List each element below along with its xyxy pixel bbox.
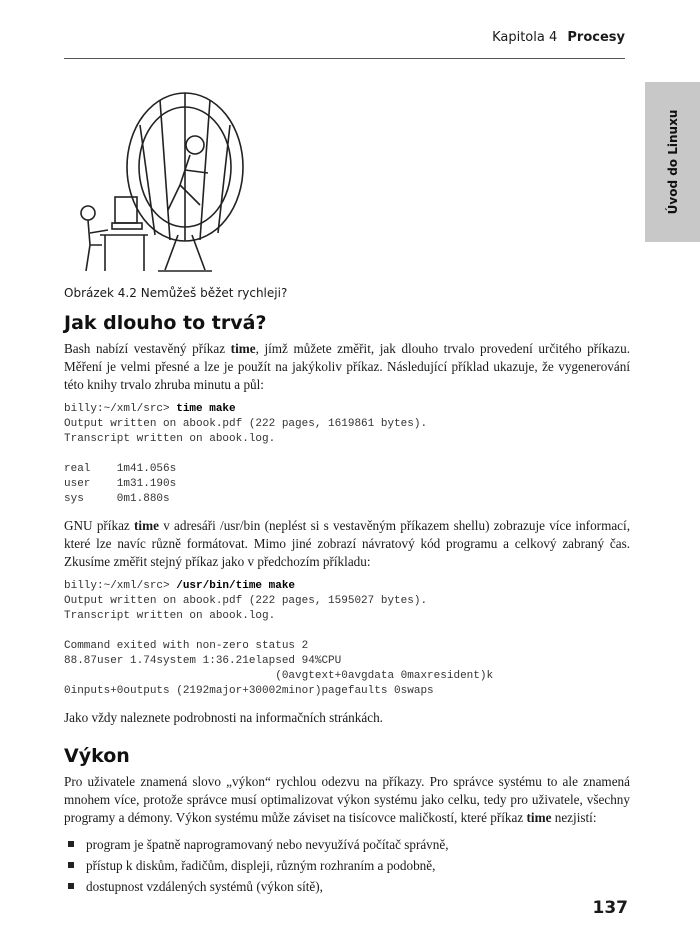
inline-command: time bbox=[230, 341, 256, 356]
page-content bbox=[64, 312, 630, 898]
code-command: time make bbox=[176, 403, 236, 415]
list-item: program je špatně naprogramovaný nebo nevyužívá počítač správně, bbox=[86, 835, 630, 854]
side-tab bbox=[645, 82, 700, 242]
header-rule bbox=[64, 58, 625, 59]
bullet-list bbox=[64, 835, 630, 896]
paragraph-info-pages: Jako vždy naleznete podrobnosti na informačních stránkách. bbox=[64, 710, 383, 725]
running-header bbox=[0, 30, 625, 58]
code-output: Output written on abook.pdf (222 pages, 1619861 bytes). Transcript written on abook.log. real 1m41.056s user 1m31.190s sys 0m1.880s bbox=[64, 418, 428, 505]
paragraph-performance: Pro uživatele znamená slovo „výkon“ rychlou odezvu na příkazy. Pro správce systému to ale znamená mnohem více, protože správce musí optimalizovat výkon systému jako celku, tedy pro uživatele, všechny programy a démony. Výkon systému může záviset na tisícovce maličkostí, které příkaz time nezjistí: bbox=[64, 774, 630, 825]
figure-caption-text: Nemůžeš běžet rychleji? bbox=[140, 286, 288, 300]
section-label: Procesy bbox=[567, 30, 625, 45]
inline-command: time bbox=[134, 518, 159, 533]
list-item: přístup k diskům, řadičům, displeji, různým rozhraním a podobně, bbox=[86, 856, 630, 875]
list-item: dostupnost vzdálených systémů (výkon sítě), bbox=[86, 877, 630, 896]
code-block-usr-bin-time: billy:~/xml/src> /usr/bin/time make Output written on abook.pdf (222 pages, 1595027 bytes). Transcript written on abook.log. Command exited with non-zero status 2 88.87user 1.74system 1:36.21elapsed 94%CPU (0avgtext+0avgdata 0maxresident)k 0inputs+0outputs (2192major+30002minor)pagefaults 0swaps bbox=[64, 580, 494, 697]
paragraph-intro: Bash nabízí vestavěný příkaz time, jímž můžete změřit, jak dlouho trvalo provedení určitého příkazu. Měření je velmi přesné a lze je použít na jakýkoliv příkaz. Následující příklad ukazuje, že vygenerování této knihy trvalo zhruba minutu a půl: bbox=[64, 341, 631, 392]
paragraph-gnu-time: GNU příkaz time v adresáři /usr/bin (neplést si s vestavěným příkazem shellu) zobrazuje více informací, které lze navíc různě formátovat. Mimo jiné zobrazí návratový kód programu a celkový zabraný čas. Zkusíme změřit stejný příkaz jako v předchozím příkladu: bbox=[64, 518, 630, 569]
figure-caption bbox=[64, 286, 287, 300]
inline-command: time bbox=[526, 810, 552, 825]
code-block-time: billy:~/xml/src> time make Output written on abook.pdf (222 pages, 1619861 bytes). Transcript written on abook.log. real 1m41.056s user 1m31.190s sys 0m1.880s bbox=[64, 403, 428, 505]
code-command: /usr/bin/time make bbox=[176, 580, 296, 592]
page-number: 137 bbox=[592, 898, 628, 918]
figure-label: Obrázek 4.2 bbox=[64, 286, 137, 300]
section-heading-time: Jak dlouho to trvá? bbox=[64, 312, 267, 334]
hamster-wheel-illustration bbox=[60, 85, 260, 280]
chapter-label: Kapitola 4 bbox=[492, 30, 558, 45]
section-heading-performance: Výkon bbox=[64, 745, 130, 767]
code-output: Output written on abook.pdf (222 pages, 1595027 bytes). Transcript written on abook.log. Command exited with non-zero status 2 88.87user 1.74system 1:36.21elapsed 94%CPU (0avgtext+0avgdata 0maxresident)k 0inputs+0outputs (2192major+30002minor)pagefaults 0swaps bbox=[64, 595, 494, 697]
side-tab-label: Úvod do Linuxu bbox=[665, 109, 680, 215]
